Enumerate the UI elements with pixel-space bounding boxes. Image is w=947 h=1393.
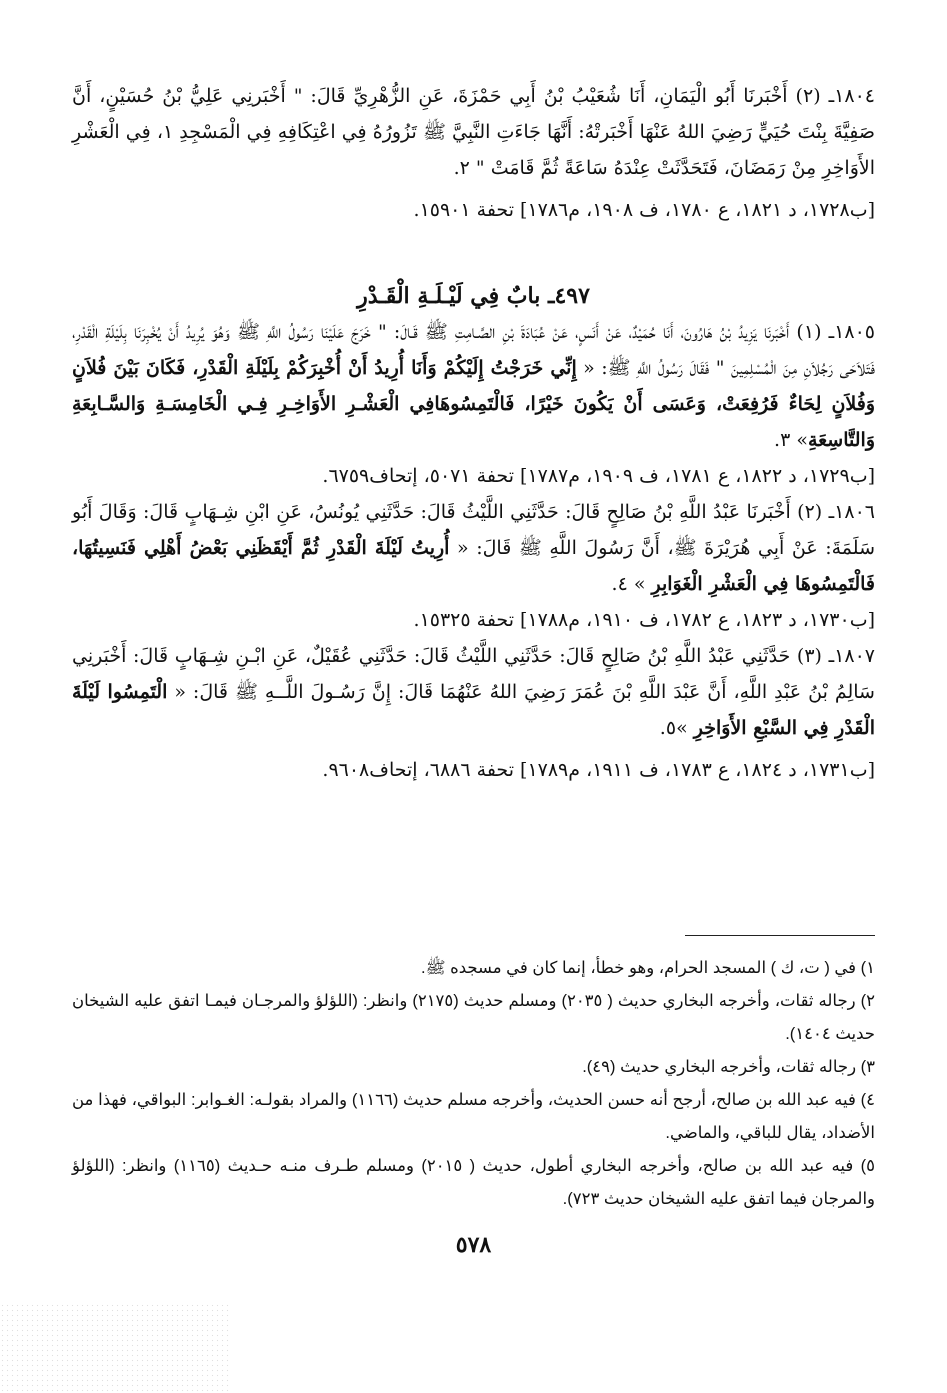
hadith-1806-reference: [ب١٧٣٠، د ١٨٢٣، ع ١٧٨٢، ف ١٩١٠، م١٧٨٨] تحفة ١٥٣٢٥. — [413, 609, 875, 631]
footnotes — [72, 952, 875, 1216]
hadith-1807-end: »٥. — [659, 717, 694, 739]
hadith-1804-text: ١٨٠٤ـ (٢) أَخْبَرنَا أَبُو الْيَمَانِ، أَنَا شُعَيْبُ بْنُ أَبِي حَمْزَةَ، عَنِ الزُّهْرِيِّ قَالَ: " أَخْبَرنِي عَلِيُّ بْنُ حُسَيْنٍ، أَنَّ صَفِيَّةَ بِنْتَ حُيَيٍّ رَضِيَ اللهُ عَنْهَا أَخْبَرتْهُ: أَنَّهَا جَاءَتِ النَّبِيَّ ﷺ تَزُورُهُ فِي اعْتِكَافِهِ فِي الْمَسْجِدِ ١، فِي الْعَشْرِ الأَوَاخِرِ مِنْ رَمَضَانَ، فَتَحَدَّثَتْ عِنْدَهُ سَاعَةً ثُمَّ قَامَتْ " ٢. — [72, 85, 875, 179]
hadith-1807-matn: الْتَمِسُوا لَيْلَةَ الْقَدْرِ فِي السَّبْعِ الأَوَاخِرِ — [72, 681, 875, 739]
footnote-4: ٤) فيه عبد الله بن صالح، أرجح أنه حسن الحديث، وأخرجه مسلم حديث (١١٦٦) والمراد بقولـه: الغـوابر: البواقي، فهذا من الأضداد، يقال للباقي، والماضي. — [72, 1091, 875, 1142]
hadith-1805 — [72, 314, 875, 458]
chapter-title: ٤٩٧ـ بابٌ فِي لَيْـلَـةِ الْقَـدْرِ — [357, 283, 590, 309]
hadith-1807-reference: [ب١٧٣١، د ١٨٢٤، ع ١٧٨٣، ف ١٩١١، م١٧٨٩] تحفة ٦٨٨٦، إتحاف٩٦٠٨. — [322, 759, 875, 781]
hadith-1804-reference: [ب١٧٢٨، د ١٨٢١، ع ١٧٨٠، ف ١٩٠٨، م١٧٨٦] تحفة ١٥٩٠١. — [413, 199, 875, 221]
footnote-1: ١) في ( ت، ك ) المسجد الحرام، وهو خطأ، إنما كان في مسجده ﷺ. — [420, 959, 875, 977]
hadith-1807 — [72, 638, 875, 746]
hadith-1805-end: » ٣. — [774, 429, 808, 451]
main-text — [72, 78, 875, 788]
hadith-1806-isnad: ١٨٠٦ـ (٢) أَخْبَرنَا عَبْدُ اللَّهِ بْنُ صَالِحٍ قَالَ: حَدَّثَنِي اللَّيْثُ قَالَ: حَدَّثَنِي يُونُسُ، عَنِ ابْنِ شِـهَابٍ قَالَ: وَقَالَ أَبُو سَلَمَةَ: عَنْ أَبِي هُرَيْرَةَ ﷺ، أَنَّ رَسُولَ اللَّهِ ﷺ قَالَ: « — [72, 501, 875, 559]
hadith-1806-matn: أُرِيتُ لَيْلَةَ الْقَدْرِ ثُمَّ أَيْقَظَنِي بَعْضُ أَهْلِي فَنَسِيتُهَا، فَالْتَمِسُوهَا فِي الْعَشْرِ الْغَوَابِرِ — [72, 537, 875, 595]
footnote-2: ٢) رجاله ثقات، وأخرجه البخاري حديث ( ٢٠٣٥) ومسلم حديث (٢١٧٥) وانظر: (اللؤلؤ والمرجـان فيمـا اتفق عليه الشيخان حديث ١٤٠٤). — [72, 992, 875, 1043]
hadith-1806 — [72, 494, 875, 602]
scan-speckle — [0, 1303, 230, 1393]
hadith-1805-reference: [ب١٧٢٩، د ١٨٢٢، ع ١٧٨١، ف ١٩٠٩، م١٧٨٧] تحفة ٥٠٧١، إتحاف٦٧٥٩. — [322, 465, 875, 487]
page-number: ٥٧٨ — [455, 1232, 492, 1258]
footnote-5: ٥) فيه عبد الله بن صالح، وأخرجه البخاري أطول، حديث ( ٢٠١٥) ومسلم طـرف منـه حـديث (١١٦٥) وانظر: (اللؤلؤ والمرجان فيما اتفق عليه الشيخان حديث ٧٢٣). — [72, 1157, 875, 1208]
footnote-divider — [685, 935, 875, 936]
hadith-1805-isnad: ١٨٠٥ـ (١) أَخْبَرنَا يَزِيدُ بْنُ هَارُونَ، أَنَا حُمَيْدٌ، عَنْ أَنَسٍ، عَنْ عُبَادَةَ بْنِ الصَّـامِتِ ﷺ قَـالَ: " خَرَجَ عَلَيْنَا رَسُولُ اللَّهِ ﷺ وَهُوَ يُرِيدُ أَنْ يُخْبِرَنَا بِلَيْلَةِ الْقَدْرِ، فَتَلاَحَى رَجُلاَنِ مِنَ الْمُسْلِمِينَ " فَقَالَ رَسُولُ اللَّهِ ﷺ: « — [72, 321, 875, 379]
hadith-1806-end: » ٤. — [611, 573, 652, 595]
hadith-1805-matn: إِنِّي خَرَجْتُ إِلَيْكُمْ وَأَنَا أُرِيدُ أَنْ أُخْبِرَكُمْ بِلَيْلَةِ الْقَدْرِ، فَكَانَ بَيْنَ فُلاَنٍ وَفُلاَنٍ لِحَاءٌ فَرُفِعَتْ، وَعَسَى أَنْ يَكُونَ خَيْرًا، فَالْتَمِسُوهَافِي الْعَشْـرِ الأَوَاخِـرِ فِـي الْخَامِسَـةِ وَالسَّـابِعَةِ وَالتَّاسِعَةِ — [72, 357, 875, 451]
footnote-3: ٣) رجاله ثقات، وأخرجه البخاري حديث (٤٩). — [582, 1058, 875, 1076]
hadith-1807-isnad: ١٨٠٧ـ (٣) حَدَّثَنِي عَبْدُ اللَّهِ بْنُ صَالِحٍ قَالَ: حَدَّثَنِي اللَّيْثُ قَالَ: حَدَّثَنِي عُقَيْلٌ، عَنِ ابْـنِ شِـهَابٍ قَالَ: أَخْبَرنِي سَالِمُ بْنُ عَبْدِ اللَّهِ، أَنَّ عَبْدَ اللَّهِ بْنَ عُمَرَ رَضِيَ اللهُ عَنْهُمَا قَالَ: إِنَّ رَسُـولَ اللَّــهِ ﷺ قَالَ: « — [72, 645, 875, 703]
